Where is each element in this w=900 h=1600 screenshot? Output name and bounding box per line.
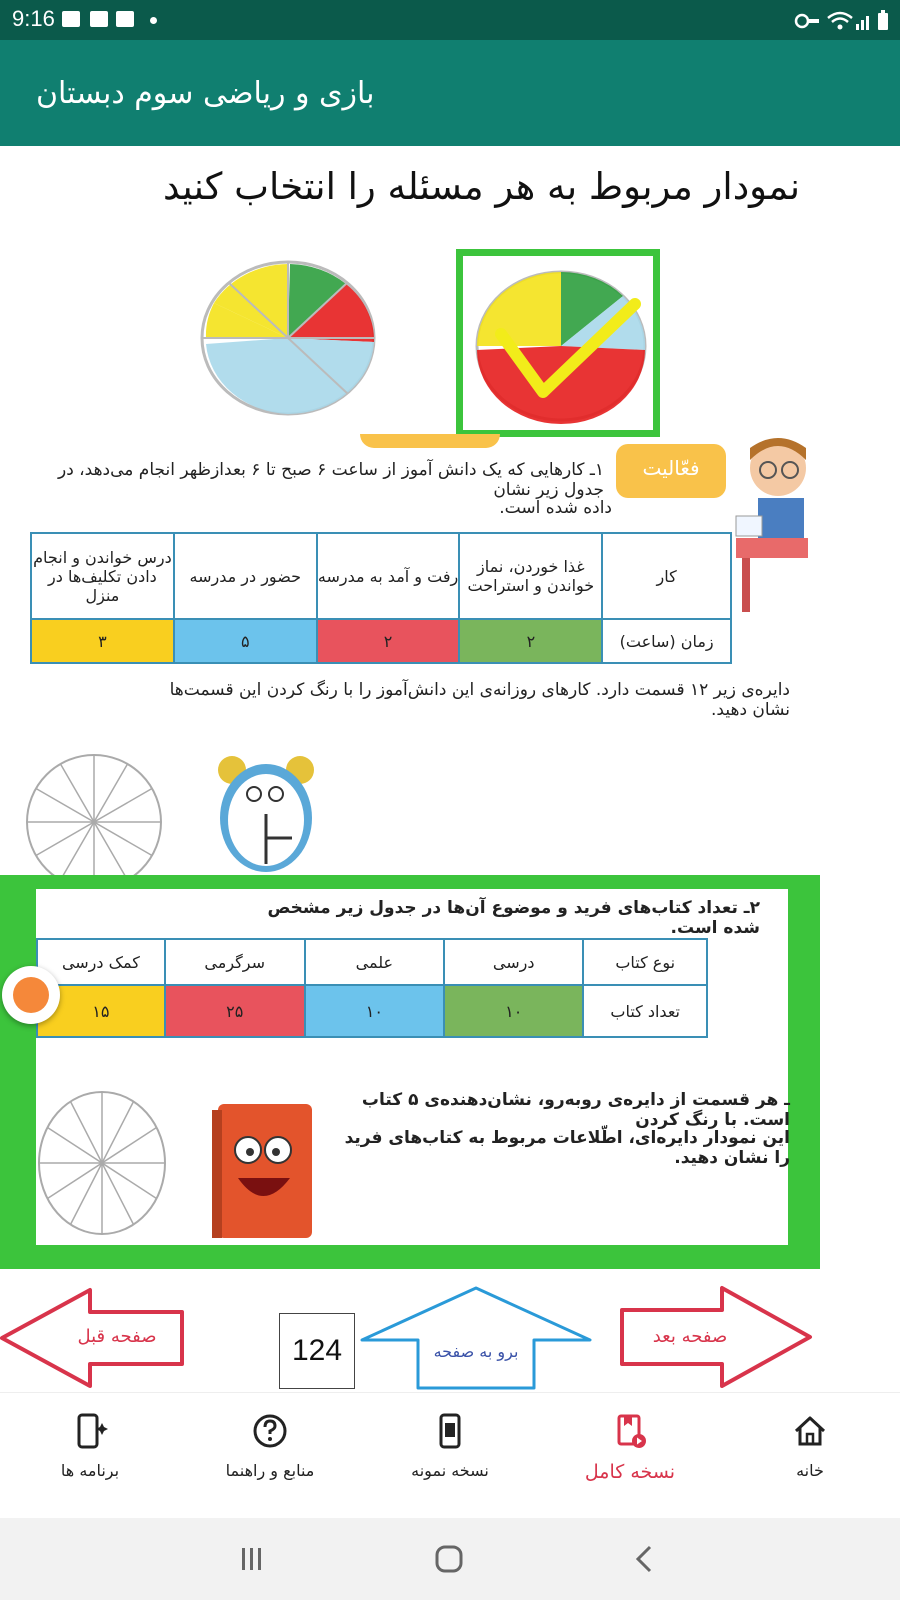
table1-header: درس خواندن و انجام دادن تکلیف‌ها در منزل — [31, 533, 174, 619]
status-icons — [792, 10, 896, 32]
orange-dot-icon — [13, 977, 49, 1013]
book-illustration — [208, 1096, 318, 1244]
home-button-icon[interactable] — [434, 1544, 464, 1574]
help-circle-icon — [252, 1413, 288, 1449]
pie-option-2 — [473, 266, 651, 426]
problem1-line2: داده شده است. — [499, 498, 612, 518]
nav-resources-label: منابع و راهنما — [225, 1461, 315, 1480]
table1-cell: ۳ — [31, 619, 174, 663]
table2-row-label: تعداد کتاب — [583, 985, 707, 1037]
table2-cell: ۱۰ — [305, 985, 444, 1037]
prev-page-label: صفحه قبل — [77, 1326, 157, 1347]
table2-header: نوع کتاب — [583, 939, 707, 985]
battery-icon — [878, 10, 888, 30]
signal-icon — [856, 16, 869, 30]
decor-strip — [360, 434, 500, 448]
page-number: 124 — [291, 1334, 343, 1367]
table2-cell: ۱۰ — [444, 985, 583, 1037]
goto-page-button[interactable] — [358, 1284, 594, 1390]
table1-cell: ۲ — [317, 619, 460, 663]
table2-header: کمک درسی — [37, 939, 165, 985]
problem2-line: ۲ـ تعداد کتاب‌های فرید و موضوع آن‌ها در جدول زیر مشخص شده است. — [267, 898, 760, 938]
alarm-clock-illustration — [216, 754, 316, 874]
notification-icon — [116, 11, 134, 27]
home-icon — [792, 1413, 828, 1449]
nav-apps[interactable] — [0, 1393, 180, 1519]
nav-sample-version-label: نسخه نمونه — [411, 1461, 489, 1480]
phone-calculator-icon — [432, 1413, 468, 1449]
pie-option-1[interactable] — [198, 258, 378, 418]
table2-cell: ۲۵ — [165, 985, 305, 1037]
book-play-icon — [612, 1413, 648, 1449]
next-page-label: صفحه بعد — [652, 1326, 728, 1347]
phone-sparkle-icon — [72, 1413, 108, 1449]
table1-cell: ۲ — [459, 619, 602, 663]
nav-full-version[interactable] — [540, 1393, 720, 1519]
activity-badge — [616, 444, 726, 498]
table1-row-label: زمان (ساعت) — [602, 619, 731, 663]
system-nav-bar — [0, 1518, 900, 1600]
status-time: 9:16 — [12, 6, 55, 31]
activity-table — [30, 532, 732, 664]
empty-circle-1 — [24, 752, 164, 892]
circle-instruction-1: دایره‌ی زیر ۱۲ قسمت دارد. کارهای روزانه‌ی این دانش‌آموز را با رنگ کردن این قسمت‌ها نشان دهید. — [169, 680, 790, 720]
app-bar — [0, 40, 900, 146]
table1-header: حضور در مدرسه — [174, 533, 317, 619]
recents-icon[interactable] — [240, 1546, 264, 1572]
notification-icon — [90, 11, 108, 27]
table2-header: سرگرمی — [165, 939, 305, 985]
app-title: بازی و ریاضی سوم دبستان — [36, 76, 375, 111]
gallery-icon — [62, 11, 80, 27]
nav-apps-label: برنامه ها — [60, 1461, 120, 1480]
wifi-icon — [828, 13, 852, 30]
back-icon[interactable] — [634, 1544, 654, 1574]
table1-cell: ۵ — [174, 619, 317, 663]
nav-full-version-label: نسخه کامل — [584, 1461, 676, 1483]
table1-header: غذا خوردن، نماز خواندن و استراحت — [459, 533, 602, 619]
status-bar — [0, 0, 900, 40]
floating-handle[interactable] — [2, 966, 60, 1024]
nav-home[interactable] — [720, 1393, 900, 1519]
nav-home-label: خانه — [796, 1461, 824, 1480]
dot-icon — [150, 17, 157, 24]
question-title: نمودار مربوط به هر مسئله را انتخاب کنید — [162, 165, 800, 208]
table1-header: رفت و آمد به مدرسه — [317, 533, 460, 619]
empty-circle-2 — [36, 1088, 168, 1238]
circle-instruction-2-line1: ـ هر قسمت از دایره‌ی روبه‌رو، نشان‌دهنده‌ی ۵ کتاب است. با رنگ کردن — [361, 1090, 790, 1130]
books-table — [36, 938, 708, 1038]
bottom-nav — [0, 1392, 900, 1519]
table2-header: درسی — [444, 939, 583, 985]
circle-instruction-2-line2: این نمودار دایره‌ای، اطّلاعات مربوط به کتاب‌های فرید را نشان دهید. — [344, 1128, 790, 1168]
page-number-box[interactable] — [279, 1313, 355, 1389]
goto-page-label: برو به صفحه — [433, 1342, 519, 1361]
table2-cell: ۱۵ — [37, 985, 165, 1037]
nav-sample-version[interactable] — [360, 1393, 540, 1519]
activity-badge-label: فعّالیت — [642, 456, 700, 480]
table2-header: علمی — [305, 939, 444, 985]
pie-option-2-selected[interactable] — [456, 249, 660, 437]
key-icon — [796, 15, 819, 27]
nav-resources[interactable] — [180, 1393, 360, 1519]
table1-header: کار — [602, 533, 731, 619]
student-illustration — [728, 438, 812, 614]
problem1-line1: ۱ـ کارهایی که یک دانش آموز از ساعت ۶ صبح تا ۶ بعدازظهر انجام می‌دهد، در جدول زیر نشان — [58, 460, 604, 500]
